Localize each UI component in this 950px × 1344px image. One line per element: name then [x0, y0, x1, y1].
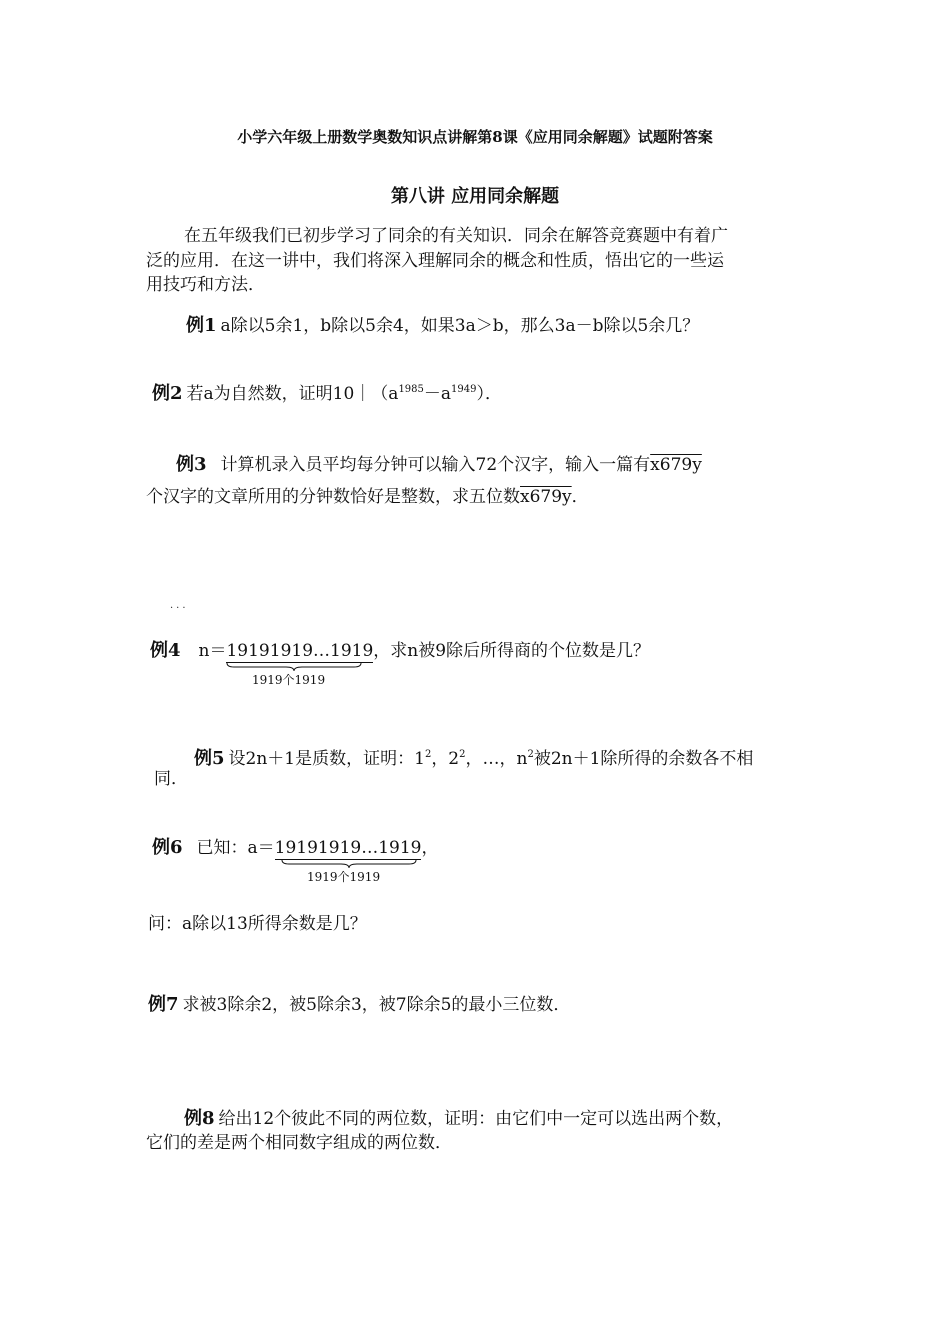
example-2-pre: 若a为自然数，证明10｜（a [186, 384, 399, 404]
example-6-label: 例6 [152, 837, 183, 858]
example-3-label: 例3 [176, 454, 207, 475]
example-5-part-a: ，2 [431, 749, 460, 769]
example-6-pre: 已知：a＝ [196, 838, 275, 858]
document-title: 小学六年级上册数学奥数知识点讲解第8课《应用同余解题》试题附答案 [237, 128, 713, 146]
example-8-line-1 [184, 1106, 733, 1132]
example-4-post: ，求n被9除后所得商的个位数是几？ [373, 641, 651, 661]
intro-line-3: 用技巧和方法． [146, 275, 265, 295]
example-3-line-2 [146, 485, 589, 510]
intro-line-2: 泛的应用．在这一讲中，我们将深入理解同余的概念和性质，悟出它的一些运 [146, 251, 724, 271]
example-3-number: x679y [650, 455, 702, 475]
section-heading: 第八讲 应用同余解题 [390, 186, 560, 207]
example-8-label: 例8 [184, 1108, 215, 1129]
example-2-post: ）． [476, 384, 502, 404]
example-3-text-2: 个汉字的文章所用的分钟数恰好是整数，求五位数 [146, 487, 520, 507]
example-8-text-1: 给出12个彼此不同的两位数，证明：由它们中一定可以选出两个数， [218, 1109, 734, 1129]
example-4-brace-label: 1919个1919 [252, 673, 326, 687]
example-2-exponent-1: 1985 [398, 384, 424, 395]
example-3-number-2: x679y [520, 487, 572, 507]
example-5-label: 例5 [194, 748, 225, 769]
example-6-post: ， [421, 838, 439, 858]
example-2-label: 例2 [152, 383, 183, 404]
intro-line-1: 在五年级我们已初步学习了同余的有关知识．同余在解答竞赛题中有着广 [184, 226, 728, 246]
example-5-sup-3: 2 [527, 749, 534, 760]
example-6 [152, 835, 438, 861]
example-3-text-1: 计算机录入员平均每分钟可以输入72个汉字，输入一篇有 [220, 455, 651, 475]
example-7 [148, 992, 570, 1018]
example-5-line-2: 同． [154, 769, 188, 789]
example-4-label: 例4 [150, 640, 181, 661]
example-6-question: 问：a除以13所得余数是几？ [148, 914, 367, 934]
example-5-line-1 [194, 742, 753, 772]
example-5-sup-2: 2 [459, 749, 466, 760]
example-6-number: 19191919…1919 [274, 838, 422, 858]
example-5-post: 被2n＋1除所得的余数各不相 [533, 749, 754, 769]
example-2 [152, 377, 502, 407]
example-6-brace-label: 1919个1919 [307, 870, 381, 884]
example-7-label: 例7 [148, 994, 179, 1015]
example-4 [150, 638, 650, 664]
example-4-number: 19191919…1919 [226, 641, 374, 661]
example-2-mid: －a [423, 384, 452, 404]
example-3-end: ． [571, 487, 589, 507]
example-3-line-1 [176, 452, 702, 478]
example-1-text: a除以5余1，b除以5余4，如果3a＞b，那么3a－b除以5余几？ [220, 316, 700, 336]
example-1-label: 例1 [186, 315, 217, 336]
example-2-exponent-2: 1949 [451, 384, 477, 395]
example-4-pre: n＝ [198, 641, 227, 661]
stray-dots: ··· [170, 603, 189, 614]
example-8-line-2: 它们的差是两个相同数字组成的两位数． [146, 1133, 452, 1153]
example-5-sup-1: 2 [424, 749, 432, 760]
example-5-pre: 设2n＋1是质数，证明：1 [228, 749, 425, 769]
example-5-part-b: ，…，n [465, 749, 528, 769]
example-1 [186, 313, 699, 339]
example-7-text: 求被3除余2，被5除余3，被7除余5的最小三位数． [182, 995, 571, 1015]
